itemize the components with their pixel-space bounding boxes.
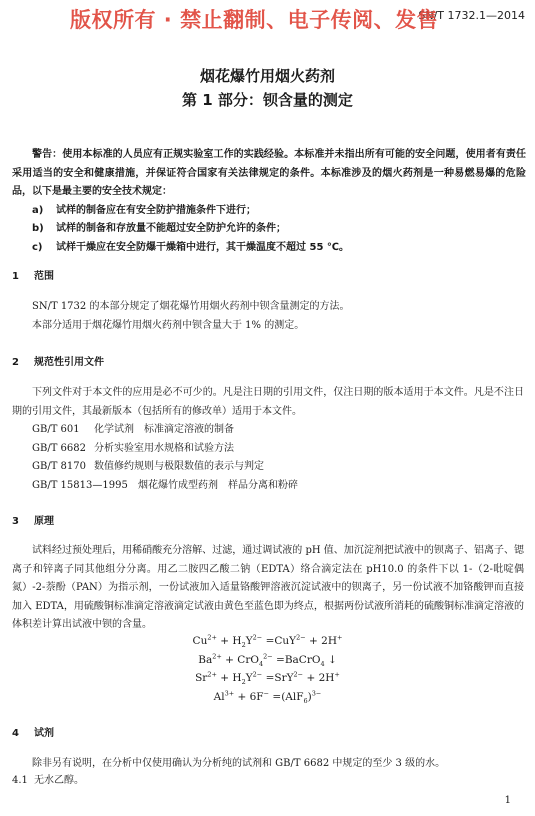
section-body-scope: SN/T 1732 的本部分规定了烟花爆竹用烟火药剂中钡含量测定的方法。 本部分适用于烟花爆竹用烟火药剂中钡含量大于 1% 的测定。 <box>32 301 350 331</box>
equation-line: $Sr^{2+} + H_2Y^{2-} =SrY^{2-} + 2H^+$ <box>195 670 340 687</box>
section-heading-references: 2 规范性引用文件 <box>12 357 104 368</box>
watermark-text: 版权所有 · 禁止翻制、电子传阅、发售 <box>70 8 439 32</box>
warning-block <box>12 146 526 257</box>
warning-item: b) 试样的制备和存放量不能超过安全防护允许的条件； <box>32 223 286 234</box>
section-heading-scope: 1 范围 <box>12 271 54 282</box>
section-heading-principle: 3 原理 <box>12 516 54 527</box>
reference-item: GB/T 15813—1995 烟花爆竹成型药剂 样品分离和粉碎 <box>32 479 298 491</box>
section-body-references: 下列文件对于本文件的应用是必不可少的。凡是注日期的引用文件，仅注日期的版本适用于本文件。凡是不注日期的引用文件，其最新版本（包括所有的修改单）适用于本文件。 GB/T 601 化学试剂 标准滴定溶液的制备 GB/T 6682 分析实验室用水规格和试验方法 GB/T 8170 数值修约规则与极限数值的表示与判定 GB/T 15813—1995 烟花爆竹成型药剂 样品分离和粉碎 <box>12 384 524 495</box>
document-subtitle: 第 1 部分：钡含量的测定 <box>182 91 353 109</box>
page-number: 1 <box>504 795 511 806</box>
document-number: SN/T 1732.1—2014 <box>418 9 525 22</box>
section-body-reagents: 除非另有说明，在分析中仅使用确认为分析纯的试剂和 GB/T 6682 中规定的至少 3 级的水。 <box>32 758 446 769</box>
reaction-equations <box>0 632 535 706</box>
subsection-4-1: 4.1 无水乙醇。 <box>12 775 84 786</box>
document-title: 烟花爆竹用烟火药剂 <box>199 67 335 85</box>
warning-text: 警告：使用本标准的人员应有正规实验室工作的实践经验。本标准并未指出所有可能的安全问题，使用者有责任采用适当的安全和健康措施，并保证符合国家有关法律规定的条件。本标准涉及的烟火药剂是一种易燃易爆的危险品，以下是最主要的安全技术规定： <box>12 149 526 197</box>
reference-item: GB/T 8170 数值修约规则与极限数值的表示与判定 <box>32 461 264 472</box>
warning-item: c) 试样干燥应在安全防爆干燥箱中进行，其干燥温度不超过 55 ℃。 <box>32 241 349 253</box>
equation-line: $Al^{3+} + 6F^- =(AlF_6)^{3-}$ <box>213 689 322 705</box>
equation-line: $Ba^{2+} + CrO_4^{2-}$ =BaCrO$_4$ ↓ <box>198 652 337 668</box>
section-heading-reagents: 4 试剂 <box>12 728 54 739</box>
section-body-principle: 试料经过预处理后，用稀硝酸充分溶解、过滤，通过调试液的 pH 值、加沉淀剂把试液中的钡离子、铝离子、锶离子和锌离子同其他组分分离。用乙二胺四乙酸二钠（EDTA）络合滴定法在 pH10.0 的条件下以 1-（2-吡啶偶氮）-2-萘酚（PAN）为指示剂，一份试液加入适量铬酸钾溶液沉淀试液中的钡离子，另一份试液不加铬酸钾而直接加入 EDTA，用硫酸铜标准滴定溶液滴定试液由黄色至蓝色即为终点，根据两份试液所消耗的硫酸铜标准滴定溶液的体积差计算出试液中钡的含量。 <box>12 545 524 630</box>
warning-item: a) 试样的制备应在有安全防护措施条件下进行； <box>32 204 256 216</box>
equation-line: $Cu^{2+} + H_2Y^{2-} =CuY^{2-} + 2H^+$ <box>192 633 343 650</box>
reference-item: GB/T 6682 分析实验室用水规格和试验方法 <box>32 442 234 454</box>
reference-item: GB/T 601 化学试剂 标准滴定溶液的制备 <box>32 424 234 435</box>
